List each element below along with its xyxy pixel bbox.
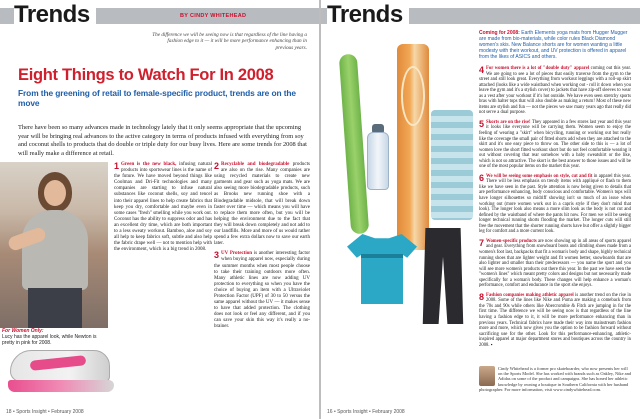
section-title: Trends bbox=[327, 2, 409, 28]
item-number: 2 bbox=[214, 161, 220, 171]
list-item bbox=[479, 66, 631, 116]
fitness-products-photo bbox=[327, 36, 473, 336]
end-mark: ▪ bbox=[490, 342, 493, 348]
item-text: They appeared in a few stores last year and this year it looks like everyone will be carrying them. Women seem to enjoy the feeling of wearing a "skirt" when bicycling, running or working out but really like the coverage the small pair of fitted shorts add when they are attached to the skirt and it's one easy piece to throw on. The other side to this is — a lot of women love the short fitted workout short but do not feel comfortable wearing it out without covering that rear somehow with a baby sweatshirt or the like, which is not so attractive. The skort is the best answer to those issues and will be one of the most popular items on the market this year. bbox=[479, 119, 632, 170]
item-text: are now showing up in all areas of sports apparel and gear. Everything from snowboard boots and climbing shoes made from a women's foot last, backpacks that fit a woman's body and shape, highly technical running shoes that are lighter weight and fit women better, snowboards that are also lighter and smaller than their predecessors — you name the sport and you will see more women's products out there this year. In the past we have seen the "women's lines" which meant pretty colors and designs but not necessarily made specifically for a woman's body. These changes will help enhance a woman's performance, comfort and endurance in the sport she enjoys. bbox=[479, 238, 632, 289]
item-text: is another trend on the rise in 2008. Some of the lines like Nike and Puma are making a comeback from the 70s and 90s while others like Abercrombie & Fitch are jumping in for the first time. The difference we will be seeing now is that regardless of the line having a fashion edge to it, it will be more performance enhancing than in previous years. Technical fabrics have made their way into mainstream fashion more and more, which now gives you the option to be fashion forward without sacrificing use for the other. Look for this performance-enhancing, athletic-inspired apparel at major department stores and boutiques across the country in 2008. bbox=[479, 292, 631, 348]
photo-pants bbox=[28, 288, 82, 328]
article-intro: There have been so many advances made in technology lately that it only seems appropriate that the upcoming year will be bringing real advances to the active category in terms of products infused with everything from soy and coconut shells to products that do double or triple duty for our busy lives. Here are some trends for 2008 that will really make a difference at retail. bbox=[18, 124, 307, 157]
item-number: 7 bbox=[479, 237, 485, 248]
list-item bbox=[114, 162, 212, 253]
item-lead: For women there is a lot of "double duty" apparel bbox=[486, 66, 590, 71]
top-stripe bbox=[361, 254, 403, 258]
item-lead: Fashion companies making athletic apparel bbox=[486, 292, 574, 298]
item-text: products are also on the rise. Many companies are using recycled materials to create new garments and gear such as yoga mats. We are also seeing more biodegradable products, such as Brooks new running shoe with a Biodegradable midsole, that will break down faster over time — which means you will have to replace them more often, but you will be helping the environment due to the fact that they will break down completely and not add to our landfills. More and more of us would rather spend a few extra dollars now to save our earth later. bbox=[214, 162, 310, 247]
text-column-2 bbox=[214, 162, 310, 335]
author-bio bbox=[479, 366, 631, 392]
black-tights bbox=[421, 228, 465, 324]
left-page bbox=[0, 0, 319, 419]
shoe-sole bbox=[8, 380, 114, 392]
list-item bbox=[479, 120, 631, 170]
rolled-yoga-mat bbox=[339, 54, 370, 235]
item-lead: We will be seeing some emphasis on style, cut and fit bbox=[486, 173, 593, 179]
list-item bbox=[479, 239, 631, 289]
item-number: 5 bbox=[479, 118, 485, 129]
caption-title: For Women Only: bbox=[2, 328, 44, 334]
caption-text: Earth Elements yoga mats from Hugger Mugger are made from bio-materials, while color rules Black Diamond women's skis. New Balance shorts are for women wanting a little modesty with their workout, and UV protection is offered in apparel from the likes of ASICS and others. bbox=[479, 30, 628, 61]
product-caption bbox=[479, 30, 631, 60]
running-shoe-photo bbox=[2, 344, 120, 402]
caption-text: Lucy has the apparel look, while Newton is pretty in pink for 2008. bbox=[2, 334, 97, 346]
text-column-1 bbox=[114, 162, 212, 257]
water-bottle bbox=[367, 132, 389, 190]
caption-lead: Coming for 2008: bbox=[479, 30, 520, 36]
section-title: Trends bbox=[14, 2, 96, 28]
item-text: infusing natural products into sportswear lines is the name of the future. We have moved beyond things like Coolmax and Dri-Fit technologies and many companies are starting to infuse natural substances like coconut shells, soy and tencel into their apparel lines to help create fabrics that keep you dry, comfortable and maybe even in some cases "fresh" smelling while you work out. Coconut has the ability to suppress odor and has an excellent dry time, which are both important to a less sweaty workout. Bamboo, aloe and soy all help to keep fabrics soft, subtle and also help the fabric drape well — not to mention help with the environment, which is a big trend in 2008. bbox=[114, 162, 212, 253]
page-footer: 16 • Sports Insight • February 2008 bbox=[327, 409, 405, 415]
list-item bbox=[479, 174, 631, 235]
blue-athletic-top bbox=[347, 234, 417, 304]
list-item bbox=[479, 293, 631, 348]
item-lead: Green is the new black, bbox=[121, 162, 177, 167]
item-lead: UV Protection bbox=[221, 251, 252, 257]
right-page-header bbox=[321, 0, 640, 30]
item-lead: Recyclable and biodegradable bbox=[221, 162, 290, 167]
item-lead: Skorts are on the rise! bbox=[486, 119, 531, 125]
woman-apparel-photo bbox=[0, 162, 108, 328]
item-number: 6 bbox=[479, 172, 485, 183]
list-item bbox=[214, 251, 310, 330]
pull-quote: The difference we will be seeing now is that regardless of the line having a fashion edge to it — it will be more performance enhancing than in previous years. bbox=[152, 32, 307, 51]
right-text-column bbox=[479, 66, 631, 352]
item-text: in apparel this year. There will be less emphasis on trendy items with appliqué or flash to them like we have seen in the past. Style attention is now being given to details that are performance enhancing, body conscious and comfortable. Women's tops will have longer silhouettes so midriff showing isn't so much of an issue when working out (more women work out in a capris style if they don't mind that look). The longer look also means a more slim look as the body is not cut and defined by the waistband of where the pants hit now. For men we will be seeing longer technical running shorts flooding the market. The longer cuts will still free the movement that the shorter running shorts have but offer a slightly bigger leg for comfort and a more current look. bbox=[479, 173, 631, 235]
item-lead: Women-specific products bbox=[486, 238, 537, 244]
item-number: 3 bbox=[214, 250, 220, 261]
author-photo bbox=[479, 366, 495, 386]
item-number: 4 bbox=[479, 65, 485, 75]
item-number: 1 bbox=[114, 161, 120, 171]
item-text: is another interesting factor when buying apparel now, especially during the summer months when most people choose to take their training outdoors more often. Many athletic lines are now adding UV protection to everything so when you have the choice of buying an item with a Ultraviolet Protection Factor (UPF) of 30 to 50 versus the same apparel without the UV — it makes sense to have that added protection. The clothing does not look or feel any different, and if you can save your skin this way it's really a no-brainer. bbox=[214, 251, 311, 330]
article-subhead: From the greening of retail to female-specific product, trends are on the move bbox=[18, 88, 296, 108]
author-bio-text: Cindy Whitehead is a former pro skateboarder, who now presents her will on the Sports Model. She has worked with brands such as Oakley, Nike and Adidas on some of the product and campaigns. She has honed her athletic knowledge by owning a boutique in Southern California with her husband photographer. For more information, visit www.cindywhitehead.com. bbox=[479, 366, 631, 392]
right-page bbox=[321, 0, 640, 419]
list-item bbox=[214, 162, 310, 247]
photo-top bbox=[22, 210, 88, 290]
item-number: 8 bbox=[479, 291, 485, 302]
photo-face bbox=[44, 180, 66, 206]
striped-towel bbox=[431, 110, 473, 220]
page-footer: 18 • Sports Insight • February 2008 bbox=[6, 409, 84, 415]
byline: BY CINDY WHITEHEAD bbox=[180, 13, 247, 19]
mat-pattern bbox=[401, 66, 425, 126]
item-text: coming out this year. We are going to see a lot of pieces that easily traverse from the gym to the street and still look great. Everything from workout leggings with a roll-up skirt attached (looks like a wide waistband when working out - roll it down when you leave the gym and it's a stylish cover) to jackets that have zip-off sleeves to wear as a vest after your workout if it's hot outside. We have even seen stretchy sports bras with halter tops that will also double as making a return! Most of these new items are stylish and fun — not the pieces we saw many years ago that really did not serve a dual purpose. bbox=[479, 66, 631, 116]
article-headline: Eight Things to Watch For In 2008 bbox=[18, 66, 274, 84]
left-page-header bbox=[0, 0, 319, 30]
